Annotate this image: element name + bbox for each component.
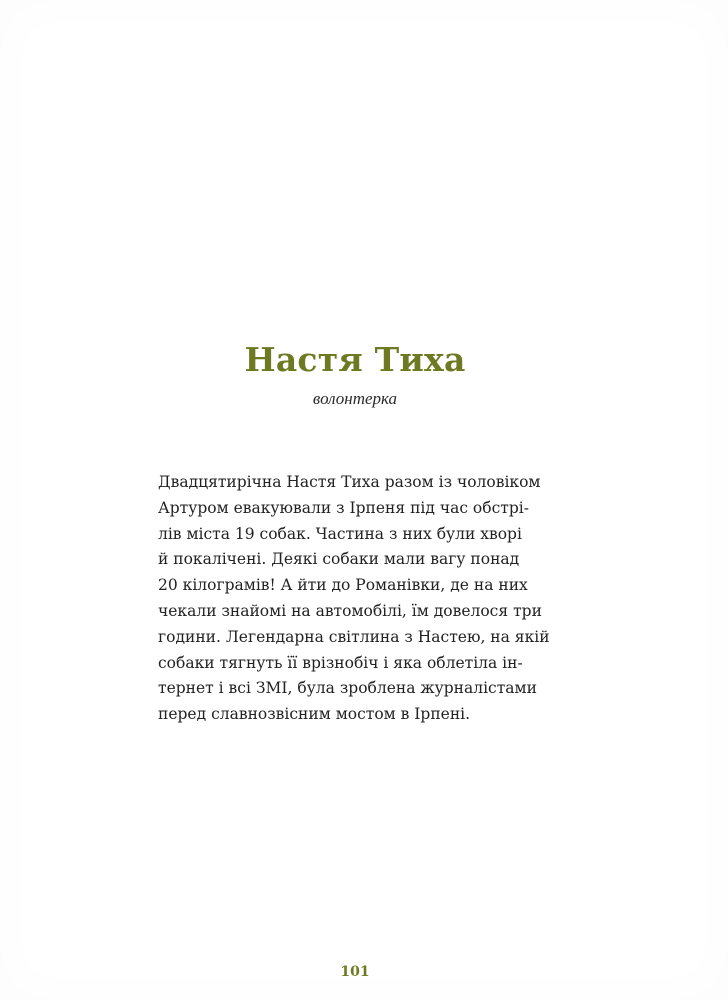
body-line: тернет і всі ЗМІ, була зроблена журналістами <box>158 679 537 698</box>
person-role: волонтерка <box>312 389 398 408</box>
body-line: Двадцятирічна Настя Тиха разом із чоловіком <box>158 473 541 491</box>
body-line: Артуром евакуювали з Ірпеня під час обстрі- <box>158 498 529 517</box>
body-line: собаки тягнуть її врізнобіч і яка облетіла ін- <box>158 653 523 672</box>
body-line: перед славнозвісним мостом в Ірпені. <box>158 705 471 724</box>
body-line: лів міста 19 собак. Частина з них були хворі <box>158 524 522 543</box>
page-title: Настя Тиха <box>244 340 466 380</box>
page-number: 101 <box>340 964 370 980</box>
body-line: й покалічені. Деякі собаки мали вагу понад <box>158 550 520 569</box>
body-line: години. Легендарна світлина з Настею, на якій <box>158 627 550 646</box>
body-line: чекали знайомі на автомобілі, їм довелося три <box>158 601 542 620</box>
body-line: 20 кілограмів! А йти до Романівки, де на них <box>158 576 528 595</box>
body-paragraph <box>158 470 578 728</box>
